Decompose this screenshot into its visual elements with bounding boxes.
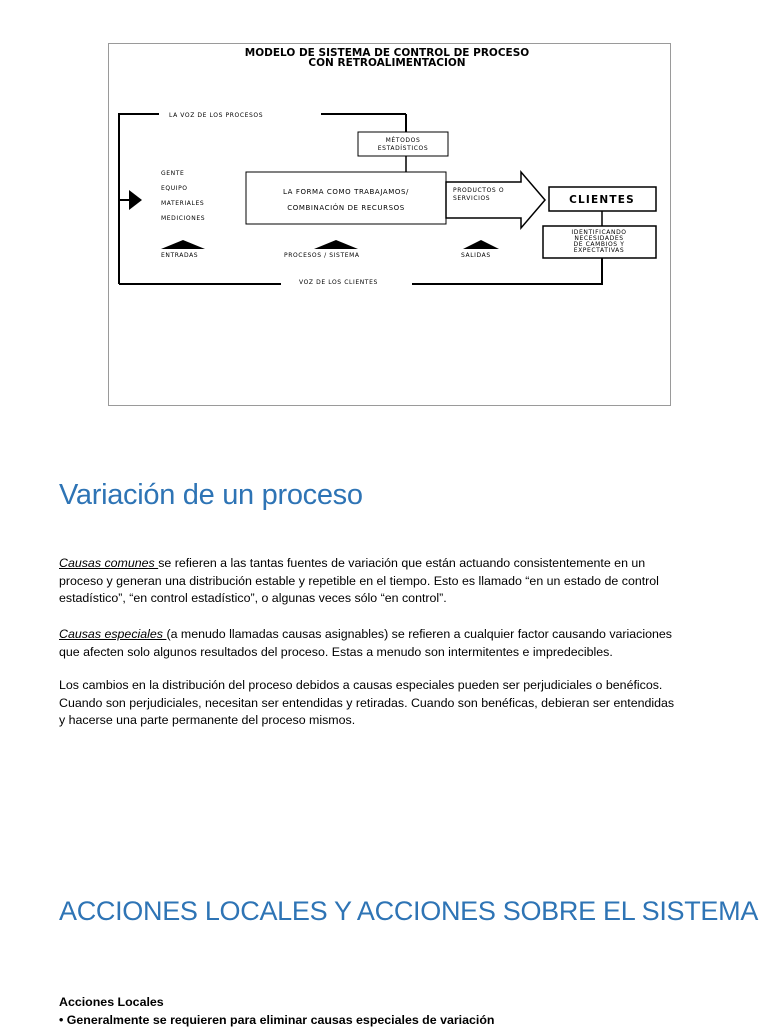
subheading-acciones-locales: Acciones Locales (59, 995, 164, 1009)
salidas-triangle (463, 240, 499, 249)
paragraph-causas-comunes (59, 555, 719, 608)
input-equipo: EQUIPO (161, 185, 188, 192)
salidas-label: SALIDAS (461, 252, 491, 259)
para2-line2: que afecten solo algunos resultados del proceso. Estas a menudo son intermitentes e impredecibles. (59, 644, 613, 659)
proceso-box (246, 172, 446, 224)
input-gente: GENTE (161, 170, 185, 177)
diagram-title-line1: MODELO DE SISTEMA DE CONTROL DE PROCESO (244, 47, 530, 59)
para3-line1: Los cambios en la distribución del proceso debidos a causas especiales pueden ser perjudiciales o benéficos. (59, 678, 663, 692)
productos-line1: PRODUCTOS O (453, 187, 505, 194)
term-causas-especiales: Causas especiales (59, 627, 167, 641)
para1-line2: proceso y generan una distribución estable y repetible en el tiempo. Esto es llamado “en un estado de control (59, 573, 659, 588)
procesos-triangle (314, 240, 358, 249)
input-mediciones: MEDICIONES (161, 215, 206, 222)
para3-line3: y hacerse una parte permanente del proceso mismos. (59, 713, 356, 727)
para2-line1: (a menudo llamadas causas asignables) se refieren a cualquier factor causando variaciones (166, 627, 673, 641)
entradas-label: ENTRADAS (161, 252, 199, 259)
identificando-line4: EXPECTATIVAS (573, 247, 625, 254)
identificando-line3: DE CAMBIOS Y (573, 241, 625, 248)
diagram-svg (109, 44, 672, 407)
section-heading-acciones: ACCIONES LOCALES Y ACCIONES SOBRE EL SISTEMA (59, 896, 759, 926)
forma-line2: COMBINACIÓN DE RECURSOS (287, 204, 405, 212)
identificando-line1: IDENTIFICANDO (571, 229, 627, 236)
entradas-triangle (161, 240, 205, 249)
section-heading-variacion: Variación de un proceso (59, 479, 363, 511)
process-control-diagram (108, 43, 671, 406)
metodos-line1: MÉTODOS (385, 137, 421, 144)
para3-line2: Cuando son perjudiciales, necesitan ser entendidas y retiradas. Cuando son benéficas, debieran ser entendidas (59, 695, 675, 710)
productos-line2: SERVICIOS (453, 195, 491, 202)
term-causas-comunes: Causas comunes (59, 556, 159, 570)
forma-line1: LA FORMA COMO TRABAJAMOS/ (282, 188, 410, 196)
voz-procesos-label: LA VOZ DE LOS PROCESOS (169, 112, 264, 119)
para1-line1: se refieren a las tantas fuentes de variación que están actuando consistentemente en un (158, 556, 646, 570)
paragraph-causas-especiales (59, 626, 719, 661)
metodos-box (358, 132, 448, 156)
bullet-item: • Generalmente se requieren para eliminar causas especiales de variación (59, 1013, 495, 1027)
input-materiales: MATERIALES (161, 200, 205, 207)
input-arrow-head (129, 190, 142, 210)
voz-clientes-label: VOZ DE LOS CLIENTES (299, 279, 378, 286)
procesos-sistema-label: PROCESOS / SISTEMA (284, 252, 360, 259)
identificando-line2: NECESIDADES (574, 235, 624, 242)
paragraph-cambios (59, 677, 719, 730)
diagram-title-line2: CON RETROALIMENTACION (308, 57, 466, 69)
metodos-line2: ESTADÍSTICOS (377, 145, 429, 152)
clientes-label: CLIENTES (569, 194, 635, 206)
para1-line3: estadístico”, “en control estadístico”, o algunas veces sólo “en control”. (59, 591, 447, 605)
